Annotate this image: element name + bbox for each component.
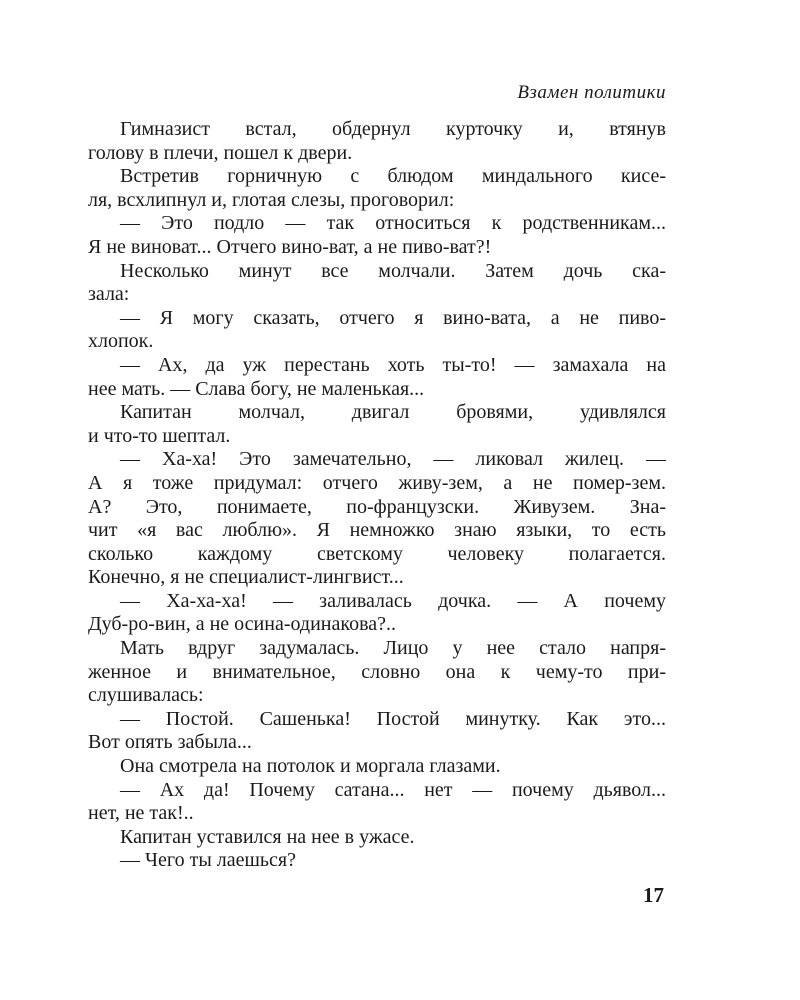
text-line: зала: <box>88 283 130 306</box>
text-line: хлопок. <box>88 330 154 353</box>
text-line: и что-то шептал. <box>88 424 231 447</box>
text-line: Капитан молчал, двигал бровями, удивлялся <box>120 401 666 424</box>
body-text <box>88 118 666 873</box>
text-line: А? Это, понимаете, по-французски. Живузем. Зна- <box>88 495 666 518</box>
text-line: Мать вдруг задумалась. Лицо у нее стало напря- <box>120 637 666 660</box>
text-line: — Чего ты лаешься? <box>120 849 296 872</box>
text-line: ля, всхлипнул и, глотая слезы, проговорил: <box>88 188 455 211</box>
text-line: Конечно, я не специалист-лингвист... <box>88 566 404 589</box>
text-line: — Постой. Сашенька! Постой минутку. Как это... <box>120 707 666 730</box>
text-line: нее мать. — Слава богу, не маленькая... <box>88 377 425 400</box>
text-line: Я не виноват... Отчего вино-ват, а не пиво-ват?! <box>88 235 492 258</box>
text-line: — Я могу сказать, отчего я вино-вата, а не пиво- <box>120 306 666 329</box>
text-line: Вот опять забыла... <box>88 731 252 754</box>
text-line: Гимназист встал, обдернул курточку и, втянув <box>120 118 666 140</box>
text-line: Капитан уставился на нее в ужасе. <box>120 825 415 848</box>
text-line: слушивалась: <box>88 684 204 707</box>
text-line: — Это подло — так относиться к родственникам... <box>120 212 666 235</box>
text-line: Дуб-ро-вин, а не осина-одинакова?.. <box>88 613 397 636</box>
text-line: нет, не так!.. <box>88 802 194 825</box>
text-line: Несколько минут все молчали. Затем дочь ска- <box>120 259 666 282</box>
page-number: 17 <box>643 883 664 907</box>
text-line: Встретив горничную с блюдом миндального кисе- <box>120 165 666 188</box>
text-line: — Ах да! Почему сатана... нет — почему дьявол... <box>120 778 666 801</box>
text-line: голову в плечи, пошел к двери. <box>88 141 353 164</box>
text-line: Она смотрела на потолок и моргала глазами. <box>120 755 501 778</box>
text-line: А я тоже придумал: отчего живу-зем, а не помер-зем. <box>88 471 666 494</box>
text-line: женное и внимательное, словно она к чему-то при- <box>88 660 666 683</box>
text-line: чит «я вас люблю». Я немножко знаю языки, то есть <box>88 519 666 542</box>
text-line: сколько каждому светскому человеку полагается. <box>88 542 666 565</box>
text-line: — Ха-ха! Это замечательно, — ликовал жилец. — <box>120 448 666 471</box>
running-head: Взамен политики <box>517 82 666 103</box>
text-line: — Ах, да уж перестань хоть ты-то! — замахала на <box>120 353 666 376</box>
text-line: — Ха-ха-ха! — заливалась дочка. — А почему <box>120 589 666 612</box>
